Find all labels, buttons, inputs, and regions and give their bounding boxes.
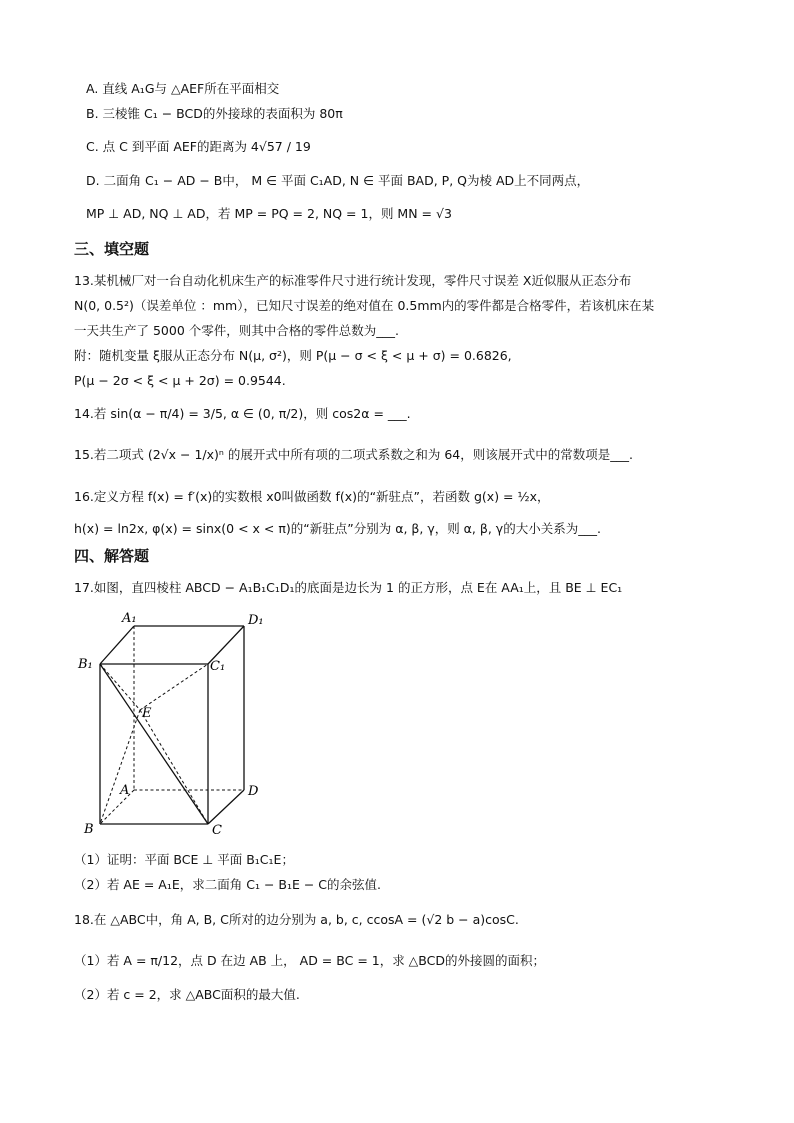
label-d: D	[248, 784, 259, 799]
edge-eb	[100, 710, 140, 824]
edge-ec	[140, 710, 208, 824]
option-c: C. 点 C 到平面 AEF的距离为 4√57 / 19	[86, 139, 311, 154]
option-a: A. 直线 A₁G与 △AEF所在平面相交	[86, 81, 280, 96]
q17-line1: 17.如图，直四棱柱 ABCD − A₁B₁C₁D₁的底面是边长为 1 的正方形，点 E在 AA₁上，且 BE ⊥ EC₁	[74, 580, 623, 595]
edge-a1b1	[100, 626, 134, 664]
label-b: B	[84, 822, 94, 837]
label-d1: D₁	[248, 613, 264, 628]
q14: 14.若 sin(α − π/4) = 3/5, α ∈ (0, π/2)，则 cos2α = ___.	[74, 406, 411, 421]
q18-part2: （2）若 c = 2，求 △ABC面积的最大值.	[74, 987, 300, 1002]
option-d-line2: MP ⊥ AD, NQ ⊥ AD，若 MP = PQ = 2, NQ = 1，则 MN = √3	[86, 206, 452, 221]
edge-cd	[208, 790, 244, 824]
label-a1: A₁	[122, 611, 137, 626]
q13-line4: 附：随机变量 ξ服从正态分布 N(μ, σ²)，则 P(μ − σ < ξ < μ + σ) = 0.6826,	[74, 348, 512, 363]
label-c1: C₁	[210, 659, 226, 674]
prism-figure	[76, 606, 276, 838]
edge-ec1	[140, 664, 208, 710]
q16-line1: 16.定义方程 f(x) = f′(x)的实数根 x0叫做函数 f(x)的“新驻点”，若函数 g(x) = ½x，	[74, 489, 550, 504]
section-heading-answer: 四、解答题	[74, 547, 150, 565]
q18-part1: （1）若 A = π/12，点 D 在边 AB 上， AD = BC = 1，求 △BCD的外接圆的面积；	[74, 953, 546, 968]
q18-line1: 18.在 △ABC中，角 A, B, C所对的边分别为 a, b, c, ccosA = (√2 b − a)cosC.	[74, 912, 519, 927]
option-b: B. 三棱锥 C₁ − BCD的外接球的表面积为 80π	[86, 106, 343, 121]
q16-line2: h(x) = ln2x, φ(x) = sinx(0 < x < π)的“新驻点”分别为 α, β, γ，则 α, β, γ的大小关系为___.	[74, 521, 601, 536]
edge-b1c	[100, 664, 208, 824]
q17-part1: （1）证明：平面 BCE ⊥ 平面 B₁C₁E；	[74, 852, 294, 867]
label-b1: B₁	[78, 657, 93, 672]
q13-line2: N(0, 0.5²)（误差单位 ：mm），已知尺寸误差的绝对值在 0.5mm内的零件都是合格零件，若该机床在某	[74, 298, 655, 313]
option-d-line1: D. 二面角 C₁ − AD − B中， M ∈ 平面 C₁AD, N ∈ 平面 BAD, P, Q为棱 AD上不同两点，	[86, 173, 590, 188]
section-heading-fill-in: 三、填空题	[74, 240, 150, 258]
q13-line1: 13.某机械厂对一台自动化机床生产的标准零件尺寸进行统计发现，零件尺寸误差 X近似服从正态分布	[74, 273, 632, 288]
q13-line3: 一天共生产了 5000 个零件，则其中合格的零件总数为___.	[74, 323, 399, 338]
label-a: A	[120, 783, 130, 798]
q13-line5: P(μ − 2σ < ξ < μ + 2σ) = 0.9544.	[74, 373, 286, 388]
label-e: E	[142, 706, 152, 721]
q15: 15.若二项式 (2√x − 1/x)ⁿ 的展开式中所有项的二项式系数之和为 64，则该展开式中的常数项是___.	[74, 447, 633, 462]
q17-part2: （2）若 AE = A₁E，求二面角 C₁ − B₁E − C的余弦值.	[74, 877, 381, 892]
label-c: C	[212, 823, 222, 838]
